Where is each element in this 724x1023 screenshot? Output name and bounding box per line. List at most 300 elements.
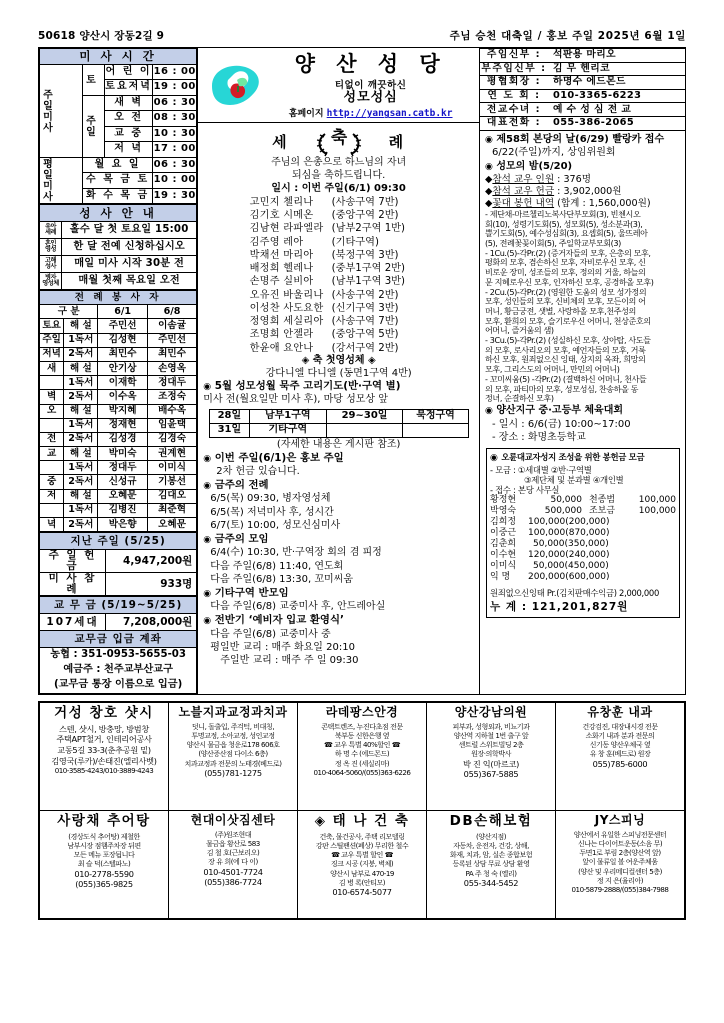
ad-cell[interactable] bbox=[427, 702, 556, 810]
mass-schedule-title: 미 사 시 간 bbox=[40, 49, 197, 65]
parish-dues-table bbox=[39, 596, 197, 648]
weekday-mass-name: 수 목 금 토 bbox=[83, 173, 153, 189]
notice-text: 6/7(토) 10:00, 성모신심미사 bbox=[210, 520, 341, 532]
rosary-note: (자세한 내용은 게시판 참조) bbox=[276, 439, 401, 451]
clergy-role: 평협회장 : bbox=[480, 76, 548, 90]
servers-name: 박지혜 bbox=[98, 404, 147, 418]
sunday-label: 주일 bbox=[83, 95, 105, 157]
person-zone: (남부1구역 3반) bbox=[331, 276, 405, 288]
servers-role: 해 설 bbox=[64, 361, 98, 375]
donor-row bbox=[490, 539, 676, 550]
donor-amount: 100,000 bbox=[638, 506, 676, 517]
donor-name: 이수현 bbox=[490, 550, 517, 561]
notice-text: 6/5(목) 09:30, 병자영성체 bbox=[210, 493, 331, 505]
servers-group-label: 토요 bbox=[40, 319, 64, 333]
sacrament-detail: 매일 미사 시작 30분 전 bbox=[62, 256, 197, 273]
donor-name: 이미식 bbox=[490, 561, 517, 572]
ad-line: 하 명 수 (에드몬드) bbox=[334, 749, 390, 759]
servers-role: 1독서 bbox=[64, 461, 98, 475]
fundraise-header bbox=[490, 451, 676, 465]
ad-title: 현대이삿짐센타 bbox=[190, 812, 276, 827]
person-name: 조명희 안젤라 bbox=[249, 329, 314, 341]
offering-label: 주 일 헌 금 bbox=[40, 550, 106, 573]
stat-value: : 376명 bbox=[554, 173, 592, 185]
ad-line: 북부동 신한은행 옆 bbox=[334, 730, 390, 740]
special-donation: 원죄없으신잉태 Pr.(김치판매수익금) 2,000,000 bbox=[490, 588, 659, 599]
sacrament-tag: 병자 영성체 bbox=[40, 273, 62, 290]
servers-name: 김성경 bbox=[98, 432, 147, 446]
fundraise-box bbox=[486, 448, 680, 618]
servers-name: 박미숙 bbox=[98, 447, 147, 461]
servers-name: 정대두 bbox=[147, 376, 196, 390]
sacrament-detail: 홀수 달 첫 토요일 15:00 bbox=[62, 222, 197, 239]
ad-line: 콘택트렌즈, 누진다초점 전문 bbox=[321, 721, 403, 731]
detail-line: 머니, 황금궁전, 샛별, 사랑하올 모후,천주성의 bbox=[485, 305, 636, 316]
servers-name: 신성규 bbox=[98, 475, 147, 489]
church-logo-icon bbox=[204, 60, 266, 112]
servers-group-label: 벽 bbox=[40, 390, 64, 404]
ad-line: 강판 스틸팬션(폐상) 무리한 철수 bbox=[315, 840, 409, 850]
donor-amount: 500,000 bbox=[544, 506, 582, 517]
ad-cell[interactable] bbox=[169, 810, 298, 918]
church-patron: 성모성심 bbox=[343, 90, 398, 106]
ad-line: 덧니, 돌출입, 주걱턱, 비대칭, bbox=[191, 721, 275, 731]
mass-name: 새 벽 bbox=[105, 95, 153, 111]
rosary-zone: 북정구역 bbox=[403, 410, 468, 424]
ad-phone: 010-6574-5077 bbox=[332, 886, 392, 897]
bullet-icon: ◉ bbox=[203, 453, 212, 464]
bullet-icon: ◉ bbox=[203, 615, 212, 626]
servers-name: 이미식 bbox=[147, 461, 196, 475]
liturgical-servers-table bbox=[39, 290, 197, 532]
ad-line: 남부시장 점햄주차장 뒤편 bbox=[67, 840, 141, 850]
ad-cell[interactable] bbox=[427, 810, 556, 918]
rosary-date: 29~30일 bbox=[326, 410, 403, 424]
servers-name: 조정숙 bbox=[147, 390, 196, 404]
ad-cell[interactable] bbox=[169, 702, 298, 810]
ad-line: 소화기 내과 분과 전문의 bbox=[585, 730, 655, 740]
servers-role: 해 설 bbox=[64, 404, 98, 418]
ad-line: 유 창 훈(베드로) 원장 bbox=[589, 749, 651, 759]
ad-title: 양산강남의원 bbox=[454, 704, 528, 719]
servers-name: 오혜문 bbox=[98, 489, 147, 503]
baptism-person bbox=[203, 328, 474, 341]
notice-text: 금주의 모임 bbox=[214, 532, 269, 545]
notice-text: 6/22(주일)까지, 상임위원회 bbox=[492, 147, 616, 159]
ad-line: 정 옥 진 (세실리마) bbox=[334, 758, 390, 768]
person-name: 이성찬 사도요한 bbox=[249, 302, 324, 314]
servers-col-header: 구 분 bbox=[40, 305, 98, 319]
ad-line: 징크 시공 (지붕, 벽체) bbox=[330, 859, 394, 869]
clergy-role: 연 도 회 : bbox=[480, 89, 548, 103]
donor-name: 익 명 bbox=[490, 572, 511, 583]
baptism-title-left: 세 bbox=[272, 132, 289, 151]
baptism-title-right: 례 bbox=[388, 132, 406, 151]
offering-value: 4,947,200원 bbox=[106, 550, 197, 573]
servers-group-label: 전 bbox=[40, 432, 64, 446]
bulletin-body bbox=[38, 47, 686, 695]
church-motto: 티없이 깨끗하신 bbox=[334, 80, 407, 92]
notice-item bbox=[485, 404, 681, 418]
clergy-name: 예 수 성 심 전 교 bbox=[548, 103, 685, 117]
donor-name: 김희정 bbox=[490, 517, 517, 528]
donor-row bbox=[490, 550, 676, 561]
layers-icon: ◈ bbox=[314, 812, 327, 829]
baptism-person bbox=[203, 342, 474, 355]
bullet-icon: ◉ bbox=[485, 406, 493, 416]
servers-role: 해 설 bbox=[64, 319, 98, 333]
weekday-mass-name: 월 요 일 bbox=[83, 157, 153, 173]
detail-line: 의 모후, 파티마의 모후, 성모성심, 찬송하올 동 bbox=[485, 383, 639, 394]
notice-text: 전반기 ‘예비자 입교 환영식’ bbox=[214, 613, 344, 626]
servers-group-label bbox=[40, 376, 64, 390]
weekday-mass-time: 19 : 30 bbox=[153, 188, 197, 204]
notice-text: 2차 헌금 있습니다. bbox=[216, 465, 300, 477]
dues-account-title: 교무금 입금 계좌 bbox=[40, 631, 197, 648]
baptism-datetime: 일시 : 이번 주일(6/1) 09:30 bbox=[271, 182, 406, 194]
ad-line: 피부과, 성형외과, 비뇨기과 bbox=[452, 721, 530, 731]
person-zone: (사송구역 2반) bbox=[331, 289, 399, 301]
ad-cell[interactable] bbox=[556, 810, 685, 918]
detail-line: 모후, 그리스도의 어머니, 만민의 어머니) bbox=[485, 364, 620, 375]
ad-line: 두면1로 부림 2층(양산역 앞) bbox=[579, 848, 661, 858]
donor-amount: 50,000(350,000) bbox=[533, 539, 609, 550]
saturday-label: 토 bbox=[83, 64, 105, 95]
weekday-mass-time: 10 : 00 bbox=[153, 173, 197, 189]
detail-line: 회(10), 성령기도회(5), 성모회(5), 성소분과(3), bbox=[485, 218, 643, 229]
ad-cell[interactable] bbox=[40, 702, 169, 810]
weekday-mass-label: 평일미사 bbox=[40, 157, 83, 204]
clergy-role: 주임신부 : bbox=[480, 49, 548, 63]
donor-name: 천종범 bbox=[588, 495, 616, 506]
donor-row bbox=[490, 506, 676, 517]
sacrament-tag: 혼인 영성 bbox=[40, 239, 62, 256]
person-name: 배정희 헬레나 bbox=[249, 263, 314, 275]
donor-row bbox=[490, 572, 676, 583]
servers-group-label bbox=[40, 418, 64, 432]
celebration-wreath-icon bbox=[313, 126, 365, 156]
detail-line: 어머니, 즐거움의 샘) bbox=[485, 325, 554, 336]
donor-name: 황정현 bbox=[490, 495, 517, 506]
detail-line: (5), 전례꽃꽂이회(5), 주일학교부모회(3) bbox=[485, 238, 621, 249]
ad-line: 스텐, 샷시, 방충망, 방범창 bbox=[59, 723, 149, 734]
person-zone: (강서구역 2반) bbox=[331, 342, 399, 354]
sports-line: - 일시 : 6/6(금) 10:00~17:00 bbox=[492, 418, 631, 430]
servers-role: 1독서 bbox=[64, 503, 98, 517]
ad-line: ☎ 교우 특별 할인 ☎ bbox=[331, 850, 393, 860]
fundraise-line: - 접수 : 본당 사무실 bbox=[490, 485, 560, 496]
sunday-mass-label: 주일미사 bbox=[40, 64, 83, 157]
ad-line: 건축, 물건공사, 주택 리모델링 bbox=[319, 831, 405, 841]
ad-line: (경상도식 추어탕) 제철한 bbox=[68, 831, 140, 841]
person-zone: (사송구역 7반) bbox=[331, 316, 399, 328]
diamond-icon: ◆ bbox=[485, 197, 493, 209]
detail-line: 모후, 성인들의 모후, 신비체의 모후, 모든이의 어 bbox=[485, 296, 646, 307]
detail-line: 모후, 환희의 모후, 슬기로우신 어머니, 천상준호의 bbox=[485, 315, 651, 326]
notice-text: 다음 주일(6/8) 교중미사 후, 안드레아실 bbox=[210, 601, 386, 613]
ad-cell[interactable] bbox=[556, 702, 685, 810]
diamond-icon: ◆ bbox=[485, 185, 493, 197]
donor-amount: 50,000(450,000) bbox=[533, 561, 609, 572]
person-zone: (남부2구역 1반) bbox=[331, 223, 405, 235]
donor-row bbox=[490, 517, 676, 528]
stat-label: 꽃대 봉헌 내역 bbox=[492, 197, 555, 209]
last-sunday-table bbox=[39, 532, 197, 596]
mass-time: 19 : 00 bbox=[153, 80, 197, 96]
baptism-person bbox=[203, 236, 474, 249]
ad-phone: (055)386-7724 bbox=[204, 877, 262, 888]
notice-text: 제58회 본당의 날(6/29) 빨랑카 접수 bbox=[496, 133, 665, 145]
stat-label: 참석 교우 헌금 bbox=[492, 185, 555, 197]
ad-line: 장 유 희(에 다 이) bbox=[208, 857, 258, 867]
ad-cell[interactable] bbox=[298, 810, 427, 918]
ad-line: 최 슬 덕(스텔파노) bbox=[77, 859, 131, 869]
ad-line: (양산 및 우리메디컬센터 5층) bbox=[578, 866, 662, 876]
dues-amount: 7,208,000원 bbox=[106, 614, 197, 631]
church-name: 양 산 성 당 bbox=[294, 52, 447, 76]
person-name: 박채선 마리아 bbox=[249, 249, 314, 261]
first-communion-title: ◈ 축 첫영성체 ◈ bbox=[301, 354, 376, 366]
ad-line: 신기동 양산우체국 옆 bbox=[589, 740, 651, 750]
detail-line: - 1Cu.(5)-각Pr.(2) (증거자들의 모후, 은총의 모후, bbox=[485, 247, 651, 258]
servers-name: 이수옥 bbox=[98, 390, 147, 404]
servers-group-label: 저녁 bbox=[40, 347, 64, 361]
person-zone: (중부1구역 2반) bbox=[331, 263, 405, 275]
ad-line: 센트럴 스위트빌딩 2층 bbox=[458, 740, 524, 750]
notice-text: 성모의 밤(5/20) bbox=[496, 160, 573, 172]
mass-name: 오 전 bbox=[105, 111, 153, 127]
servers-col-header: 6/1 bbox=[98, 305, 147, 319]
rosary-zone: 기타구역 bbox=[250, 424, 327, 438]
rosary-schedule-table bbox=[209, 409, 469, 438]
person-name: 한윤애 요안나 bbox=[249, 342, 314, 354]
rosary-title: 5월 성모성월 묵주 고리기도(반·구역 별) bbox=[214, 380, 401, 393]
clergy-name: 김 무 헨리코 bbox=[548, 62, 685, 76]
sacraments-table bbox=[39, 204, 197, 290]
donor-amount: 100,000 bbox=[638, 495, 676, 506]
detail-line: - 제단채-마르첼리노복사단부모회(3), 빈첸시오 bbox=[485, 208, 641, 219]
rosary-date bbox=[326, 424, 403, 438]
servers-role: 2독서 bbox=[64, 475, 98, 489]
servers-name: 이재학 bbox=[98, 376, 147, 390]
bullet-icon: ◉ bbox=[203, 588, 212, 599]
ad-phone: 055)367-5885 bbox=[463, 769, 519, 780]
mass-name: 교 중 bbox=[105, 126, 153, 142]
ad-line: PA 주 청 숙 (옐리) bbox=[465, 868, 517, 878]
mass-time: 17 : 00 bbox=[153, 142, 197, 158]
person-zone: (중앙구역 2반) bbox=[331, 210, 399, 222]
servers-name: 최민수 bbox=[147, 347, 196, 361]
servers-group-label bbox=[40, 461, 64, 475]
donor-name: 박영숙 bbox=[490, 506, 517, 517]
first-communion-person: 강다니엘 다니엘 (동면1구역 4반) bbox=[265, 367, 412, 379]
baptism-person bbox=[203, 289, 474, 302]
notice-item bbox=[485, 133, 681, 147]
rosary-zone: 남부1구역 bbox=[250, 410, 327, 424]
notice-item bbox=[485, 174, 681, 186]
sacrament-tag: 고해 성사 bbox=[40, 256, 62, 273]
baptism-intro-1: 주님의 은총으로 하느님의 자녀 bbox=[271, 157, 407, 169]
notice-text: 다음 주일(6/8) 교중미사 중 bbox=[210, 628, 331, 640]
donor-row bbox=[490, 528, 676, 539]
baptism-person bbox=[203, 249, 474, 262]
ad-title: 유창훈 내과 bbox=[587, 704, 653, 719]
detail-line: 쁠기도회(5), 예수성심회(3), 요셉회(5), 울뜨레아 bbox=[485, 228, 648, 239]
baptism-person bbox=[203, 222, 474, 235]
person-name: 정영희 세실리아 bbox=[249, 316, 324, 328]
notice-item bbox=[203, 587, 474, 601]
mass-time: 08 : 30 bbox=[153, 111, 197, 127]
notice-item bbox=[485, 186, 681, 198]
notice-item bbox=[203, 614, 474, 628]
stat-value: (합계 : 1,560,000원) bbox=[554, 197, 651, 209]
ad-phone: 010-4064-5060/(055)363-6226 bbox=[313, 767, 411, 777]
page-header bbox=[38, 28, 686, 47]
church-logo-header bbox=[198, 48, 479, 123]
person-zone: (중앙구역 5반) bbox=[331, 329, 399, 341]
clergy-name: 하명수 에드몬드 bbox=[548, 76, 685, 90]
person-name: 김남현 라파엘라 bbox=[249, 223, 324, 235]
notice-item bbox=[203, 533, 474, 547]
ad-title: JY스피닝 bbox=[594, 812, 646, 827]
ad-line: 치과교정과 전문의 노태경(베드로) bbox=[184, 758, 282, 768]
mass-name: 저 녁 bbox=[105, 142, 153, 158]
donor-amount: 50,000 bbox=[550, 495, 582, 506]
detail-line: 의 모후, 로사리오의 모후, 예언자들의 모후, 거룩 bbox=[485, 344, 646, 355]
donor-amount: 120,000(240,000) bbox=[528, 550, 610, 561]
ad-line: 원장·의학박사 bbox=[471, 749, 511, 759]
person-name: 오유진 바울리나 bbox=[249, 289, 324, 301]
rosary-zone bbox=[403, 424, 468, 438]
ad-line: 박 진 익(마르코) bbox=[462, 758, 520, 769]
homepage-link[interactable]: http://yangsan.catb.kr bbox=[326, 108, 453, 120]
servers-name: 임윤택 bbox=[147, 418, 196, 432]
ad-cell[interactable] bbox=[298, 702, 427, 810]
notice-text: 다음 주일(6/8) 13:30, 꼬미씨움 bbox=[210, 574, 353, 586]
middle-content bbox=[198, 157, 479, 670]
person-name: 김기호 시메온 bbox=[249, 210, 314, 222]
servers-col-header: 6/8 bbox=[147, 305, 196, 319]
dues-households: 107세대 bbox=[40, 614, 106, 631]
servers-role: 1독서 bbox=[64, 418, 98, 432]
servers-group-label: 오 bbox=[40, 404, 64, 418]
baptism-person bbox=[203, 302, 474, 315]
diamond-icon: ◆ bbox=[485, 173, 493, 185]
servers-name: 안기상 bbox=[98, 361, 147, 375]
notice-text: 평일반 교리 : 매주 화요일 20:10 bbox=[210, 642, 355, 654]
servers-group-label: 저 bbox=[40, 489, 64, 503]
clergy-role: 전교수녀 : bbox=[480, 103, 548, 117]
ad-line: 물금읍 황산로 583 bbox=[206, 838, 260, 848]
sports-title: 양산지구 중·고등부 체육대회 bbox=[496, 405, 624, 416]
person-name: 고민지 첼리나 bbox=[249, 196, 314, 208]
servers-group-label bbox=[40, 503, 64, 517]
person-name: 김주영 레아 bbox=[249, 236, 304, 248]
baptism-person bbox=[203, 196, 474, 209]
servers-name: 김성현 bbox=[98, 333, 147, 347]
ad-line: 양산시 물금읍 청운로178 606호 bbox=[186, 740, 280, 750]
ad-title-text: 태 나 건 축 bbox=[332, 812, 410, 829]
mass-name: 토요저녁 bbox=[105, 80, 153, 96]
ad-phone: (055)781-1275 bbox=[204, 767, 262, 778]
ad-line: 양산시 남부로 470-19 bbox=[330, 868, 394, 878]
servers-role: 2독서 bbox=[64, 432, 98, 446]
ad-line: 투명교정, 소아교정, 성인교정 bbox=[191, 730, 275, 740]
ad-line: 양산역 지하철 1번 출구 앞 bbox=[453, 730, 529, 740]
servers-name: 기봉선 bbox=[147, 475, 196, 489]
sacrament-detail: 한 달 전예 신청하십시오 bbox=[62, 239, 197, 256]
servers-role: 2독서 bbox=[64, 390, 98, 404]
ad-line: (주)원조현대 bbox=[214, 829, 252, 839]
notice-item bbox=[485, 160, 681, 174]
baptism-title-row bbox=[198, 123, 479, 157]
servers-role: 2독서 bbox=[64, 518, 98, 532]
detail-line: - 꼬미씨움(5) -각Pr.(2) (결백하신 어머니, 천사들 bbox=[485, 373, 647, 384]
stat-value: : 3,902,000원 bbox=[554, 185, 622, 197]
dues-account-info bbox=[39, 648, 197, 694]
ad-line: 김영국(루카)/손태진(엘리사벳) bbox=[51, 755, 157, 766]
ad-phone: 010-5879-2888/(055)384-7988 bbox=[571, 885, 669, 895]
servers-group-label: 녁 bbox=[40, 518, 64, 532]
clergy-role: 부주임신부 : bbox=[481, 62, 547, 74]
donor-list bbox=[490, 495, 676, 583]
servers-name: 김경숙 bbox=[147, 432, 196, 446]
person-zone: (신기구역 3반) bbox=[331, 302, 399, 314]
notice-item bbox=[203, 479, 474, 493]
servers-title: 전 례 봉 사 자 bbox=[40, 291, 197, 305]
attendance-label: 미 사 참 례 bbox=[40, 573, 106, 596]
bullet-icon: ◉ bbox=[485, 134, 493, 145]
donor-name: 이중근 bbox=[490, 528, 517, 539]
detail-line: 하신 모후, 원죄없으신 잉태, 상지의 옥좌, 희망의 bbox=[485, 354, 646, 365]
mass-name: 어 린 이 bbox=[105, 64, 153, 80]
person-zone: (기타구역) bbox=[331, 236, 379, 248]
right-notices bbox=[480, 131, 685, 623]
ad-line: 신나는 다이어트운동(소음 무) bbox=[577, 838, 663, 848]
ad-line: (양산증산점 다이소 6층) bbox=[198, 749, 268, 759]
ad-line: 건강검진, 대장내시경 전문 bbox=[582, 721, 658, 731]
rosary-date: 31일 bbox=[209, 424, 249, 438]
fundraise-line: ③제단체 및 분과별 ④개인별 bbox=[524, 474, 624, 485]
servers-name: 박은향 bbox=[98, 518, 147, 532]
donor-amount: 100,000(200,000) bbox=[528, 517, 610, 528]
servers-name: 정대두 bbox=[98, 461, 147, 475]
account-line: 농협 : 351-0953-5655-03 bbox=[40, 648, 197, 663]
donor-amount: 200,000(600,000) bbox=[528, 572, 610, 583]
church-identity bbox=[266, 53, 475, 119]
notice-text: 금주의 전례 bbox=[214, 478, 269, 491]
baptism-person bbox=[203, 262, 474, 275]
baptism-intro-2: 되심을 축하드립니다. bbox=[291, 170, 386, 182]
servers-group-label: 새 bbox=[40, 361, 64, 375]
baptism-person bbox=[203, 209, 474, 222]
baptism-name-list bbox=[203, 196, 474, 355]
fundraise-title: 오륜대교자성지 조성을 위한 봉헌금 모금 bbox=[501, 451, 645, 462]
bullet-icon: ◉ bbox=[485, 161, 493, 172]
donor-name: 조보금 bbox=[588, 506, 616, 517]
bullet-icon: ◉ bbox=[203, 534, 212, 545]
ad-cell[interactable] bbox=[40, 810, 169, 918]
notice-text: 다음 주일(6/8) 11:40, 연도회 bbox=[210, 560, 344, 572]
ads-row bbox=[40, 702, 685, 810]
mass-time: 10 : 30 bbox=[153, 126, 197, 142]
detail-line: 비로운 장미, 성조들의 모후, 정의의 거울, 하늘의 bbox=[485, 267, 646, 278]
account-line: (교무금 통장 이름으로 입금) bbox=[40, 678, 197, 693]
servers-name: 김병진 bbox=[98, 503, 147, 517]
parish-dues-title: 교 무 금 (5/19~5/25) bbox=[40, 597, 197, 614]
ad-line: ☎ 교우 특별 40%할인 ☎ bbox=[323, 740, 401, 750]
total-label: 누 계 : bbox=[490, 601, 528, 614]
